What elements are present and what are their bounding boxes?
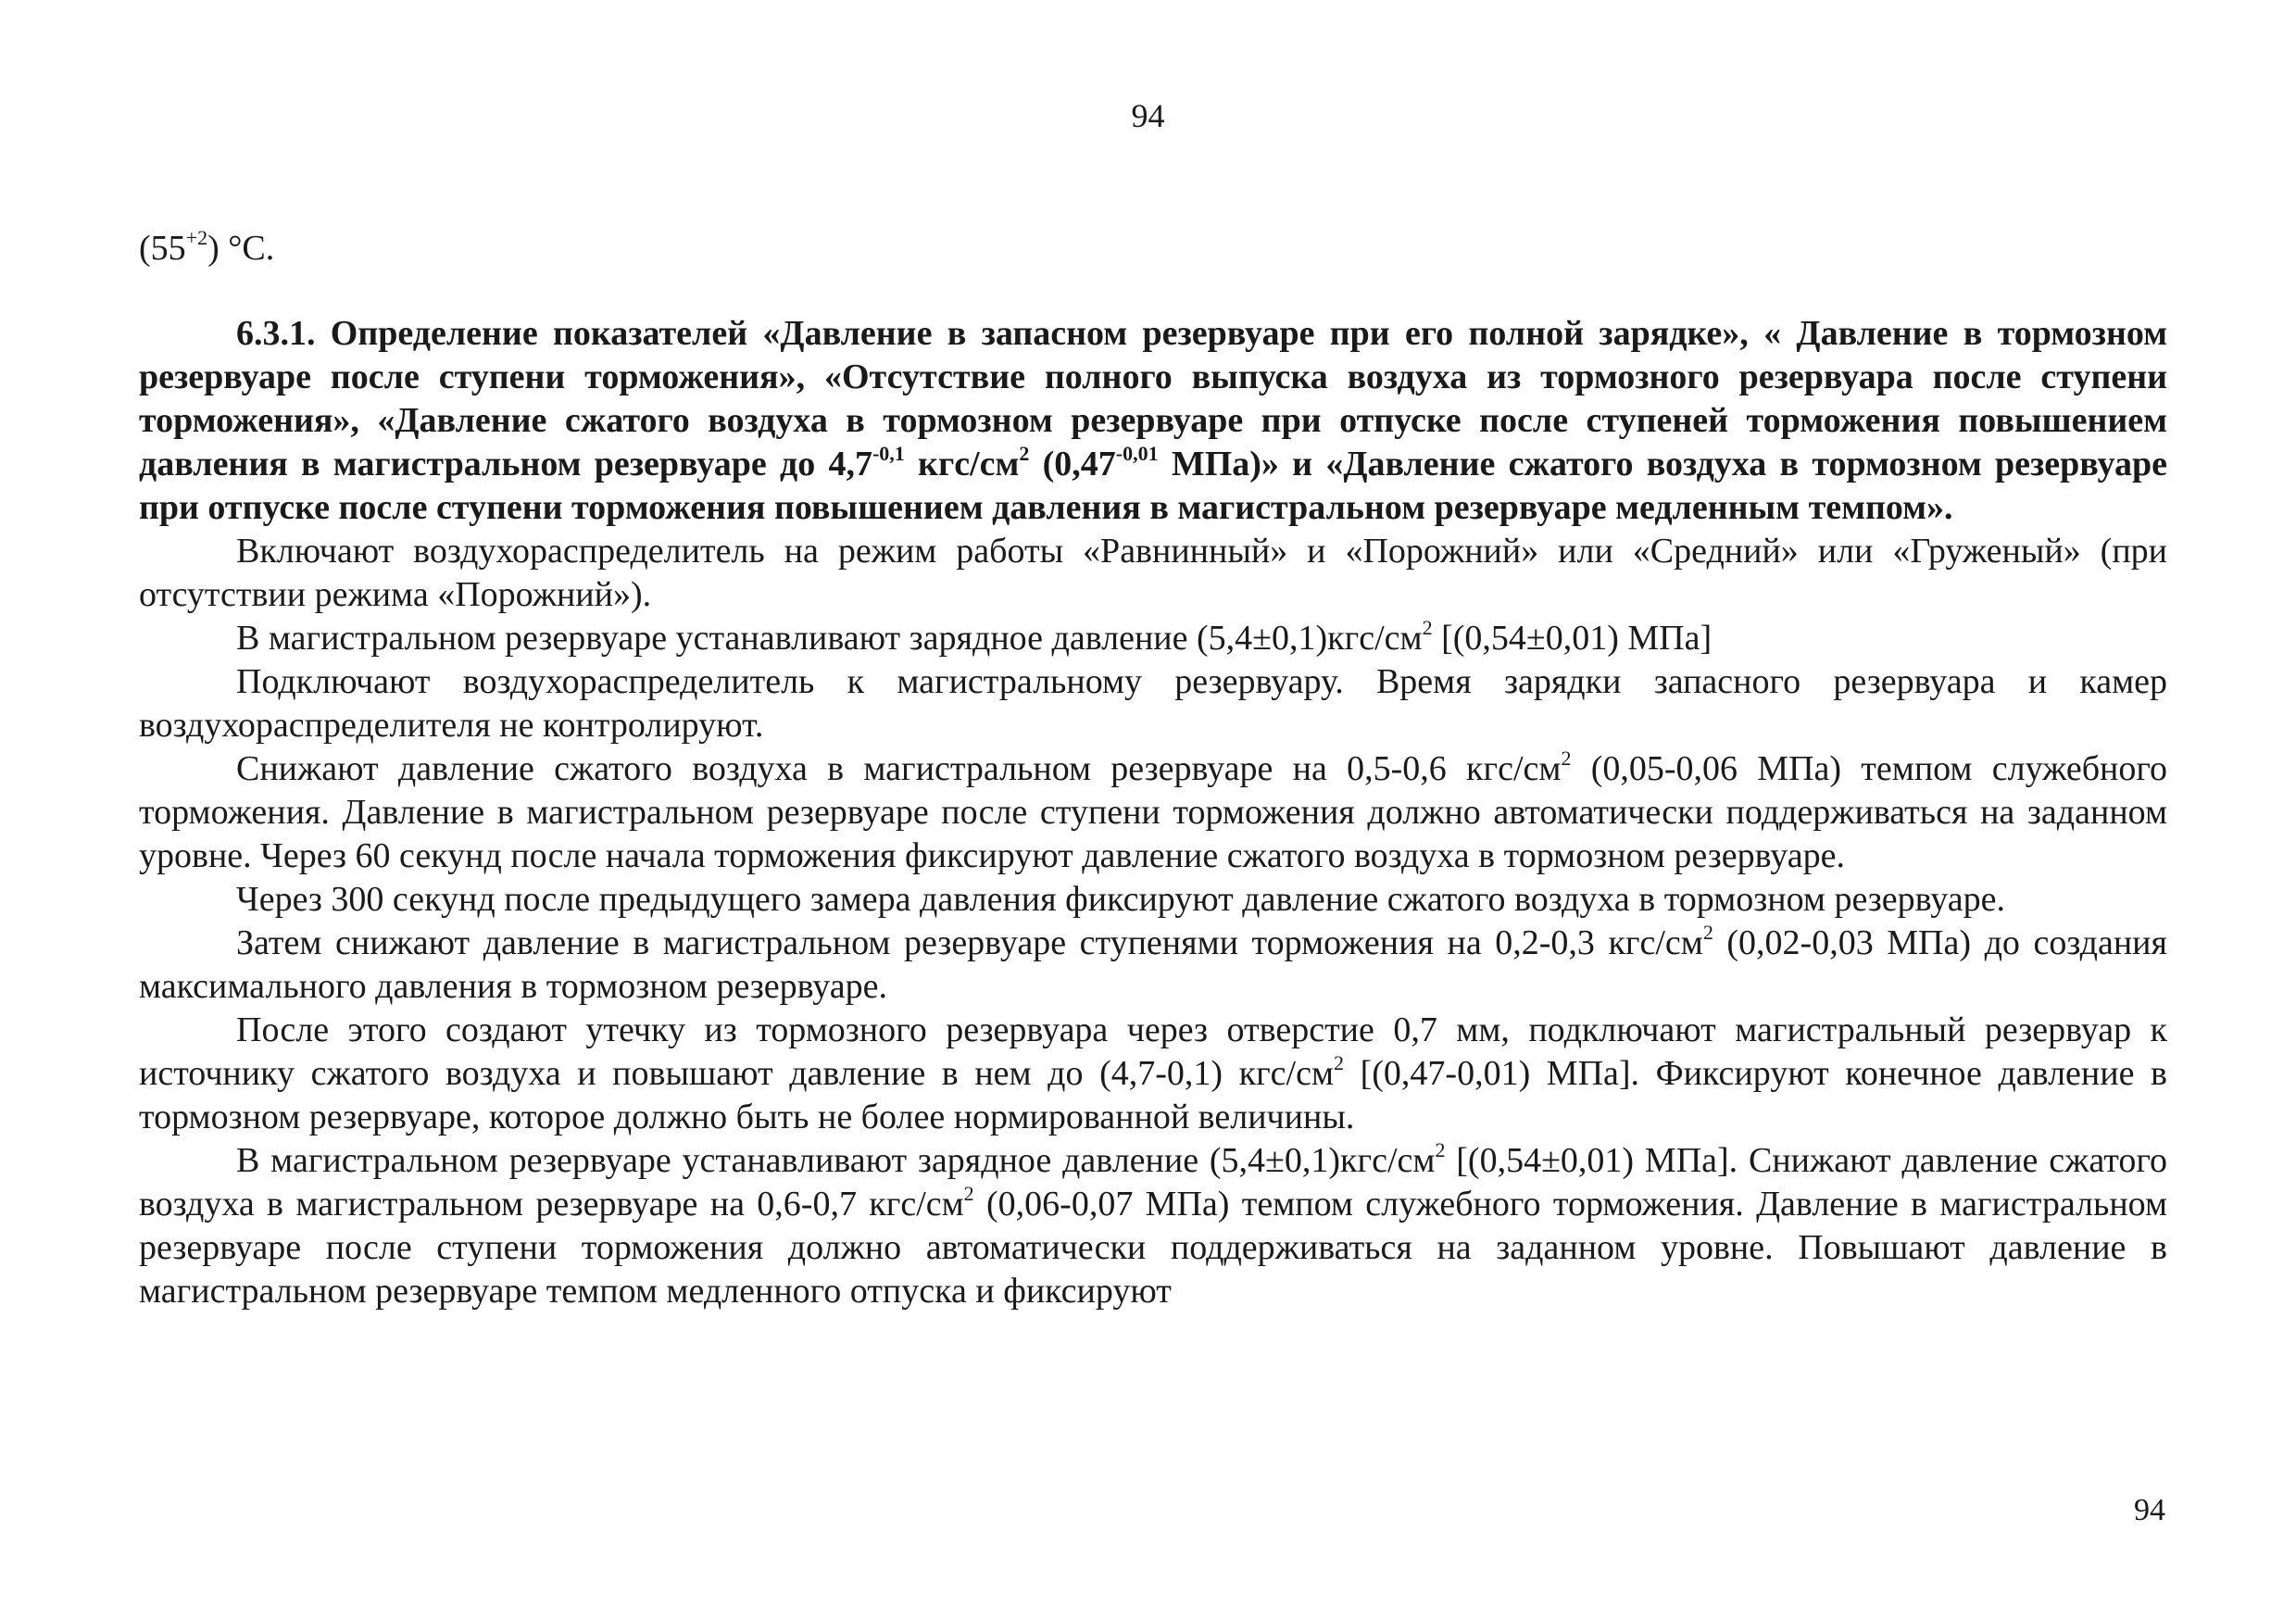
paragraph-6-sup: 2: [1702, 921, 1713, 944]
paragraph-7-sup: 2: [1334, 1051, 1345, 1074]
temperature-line: [139, 227, 2167, 270]
temperature-open: (55: [139, 229, 186, 268]
temperature-close: ) °С.: [207, 229, 275, 268]
paragraph-4-sup: 2: [1561, 747, 1572, 770]
temperature-tolerance: +2: [185, 226, 208, 249]
page-number-top: 94: [1131, 97, 1165, 134]
paragraph-5: Через 300 секунд после предыдущего замера давления фиксируют давление сжатого воздуха в тормозном резервуаре.: [236, 880, 2006, 919]
paragraph-7-text-b: [(0,47-0,01) МПа]. Фиксируют конечное давление в тормозном резервуаре, которое должно быть не более нормированной величины.: [139, 1054, 2167, 1136]
heading-sup-2: 2: [1019, 442, 1030, 465]
section-heading: [139, 312, 2167, 530]
paragraph-8-sup-2: 2: [963, 1182, 974, 1205]
heading-text-4: МПа)» и «Давление сжатого воздуха в тормозном резервуаре при отпуске после ступени торможения повышением давления в магистральном резервуаре медленным темпом».: [139, 445, 2167, 527]
document-body: [139, 227, 2167, 1313]
paragraph-3: Подключают воздухораспределитель к магистральному резервуару. Время зарядки запасного резервуара и камер воздухораспределителя не контролируют.: [139, 662, 2167, 745]
paragraph-2-text-a: В магистральном резервуаре устанавливают зарядное давление (5,4±0,1)кгс/см: [236, 619, 1423, 658]
paragraph-6-text-a: Затем снижают давление в магистральном резервуаре ступенями торможения на 0,2-0,3 кгс/см: [236, 923, 1703, 962]
heading-text-1: Определение показателей «Давление в запасном резервуаре при его полной зарядке», « Давление в тормозном резервуаре после ступени торможения», «Отсутствие полного выпуска воздуха из тормозного резервуара после ступени торможения», «Давление сжатого воздуха в тормозном резервуаре при отпуске после ступеней торможения повышением давления в магистральном резервуаре до 4,7: [139, 314, 2167, 483]
section-number: 6.3.1.: [236, 314, 316, 353]
paragraph-8-text-c: (0,06-0,07 МПа) темпом служебного торможения. Давление в магистральном резервуаре после ступени торможения должно автоматически поддерживаться на заданном уровне. Повышают давление в магистральном резервуаре темпом медленного отпуска и фиксируют: [139, 1185, 2167, 1311]
page-number-bottom: 94: [2134, 1493, 2165, 1527]
paragraph-2: [139, 617, 2167, 660]
paragraph-8-text-a: В магистральном резервуаре устанавливают зарядное давление (5,4±0,1)кгс/см: [236, 1141, 1436, 1180]
paragraph-6: [139, 922, 2167, 1009]
paragraph-8: [139, 1139, 2167, 1313]
paragraph-7: [139, 1009, 2167, 1139]
paragraph-4-text-b: (0,05-0,06 МПа) темпом служебного торможения. Давление в магистральном резервуаре после ступени торможения должно автоматически поддерживаться на заданном уровне. Через 60 секунд после начала торможения фиксируют давление сжатого воздуха в тормозном резервуаре.: [139, 749, 2168, 875]
paragraph-4: [139, 747, 2167, 878]
heading-sup-3: -0,01: [1115, 442, 1159, 465]
paragraph-6-text-b: (0,02-0,03 МПа) до создания максимального давления в тормозном резервуаре.: [139, 923, 2167, 1006]
paragraph-2-sup: 2: [1422, 616, 1433, 639]
paragraph-4-text-a: Снижают давление сжатого воздуха в магистральном резервуаре на 0,5-0,6 кгс/см: [236, 749, 1562, 788]
paragraph-1: Включают воздухораспределитель на режим работы «Равнинный» и «Порожний» или «Средний» или «Груженый» (при отсутствии режима «Порожний»).: [139, 532, 2167, 614]
paragraph-8-text-b: [(0,54±0,01) МПа]. Снижают давление сжатого воздуха в магистральном резервуаре на 0,6-0,7 кгс/см: [139, 1141, 2167, 1224]
heading-text-2: кгс/см: [904, 445, 1020, 483]
paragraph-2-text-b: [(0,54±0,01) МПа]: [1432, 619, 1713, 658]
paragraph-8-sup-1: 2: [1435, 1138, 1446, 1161]
heading-sup-1: -0,1: [872, 442, 905, 465]
paragraph-7-text-a: После этого создают утечку из тормозного резервуара через отверстие 0,7 мм, подключают магистральный резервуар к источнику сжатого воздуха и повышают давление в нем до (4,7-0,1) кгс/см: [139, 1010, 2167, 1093]
heading-text-3: (0,47: [1029, 445, 1116, 483]
